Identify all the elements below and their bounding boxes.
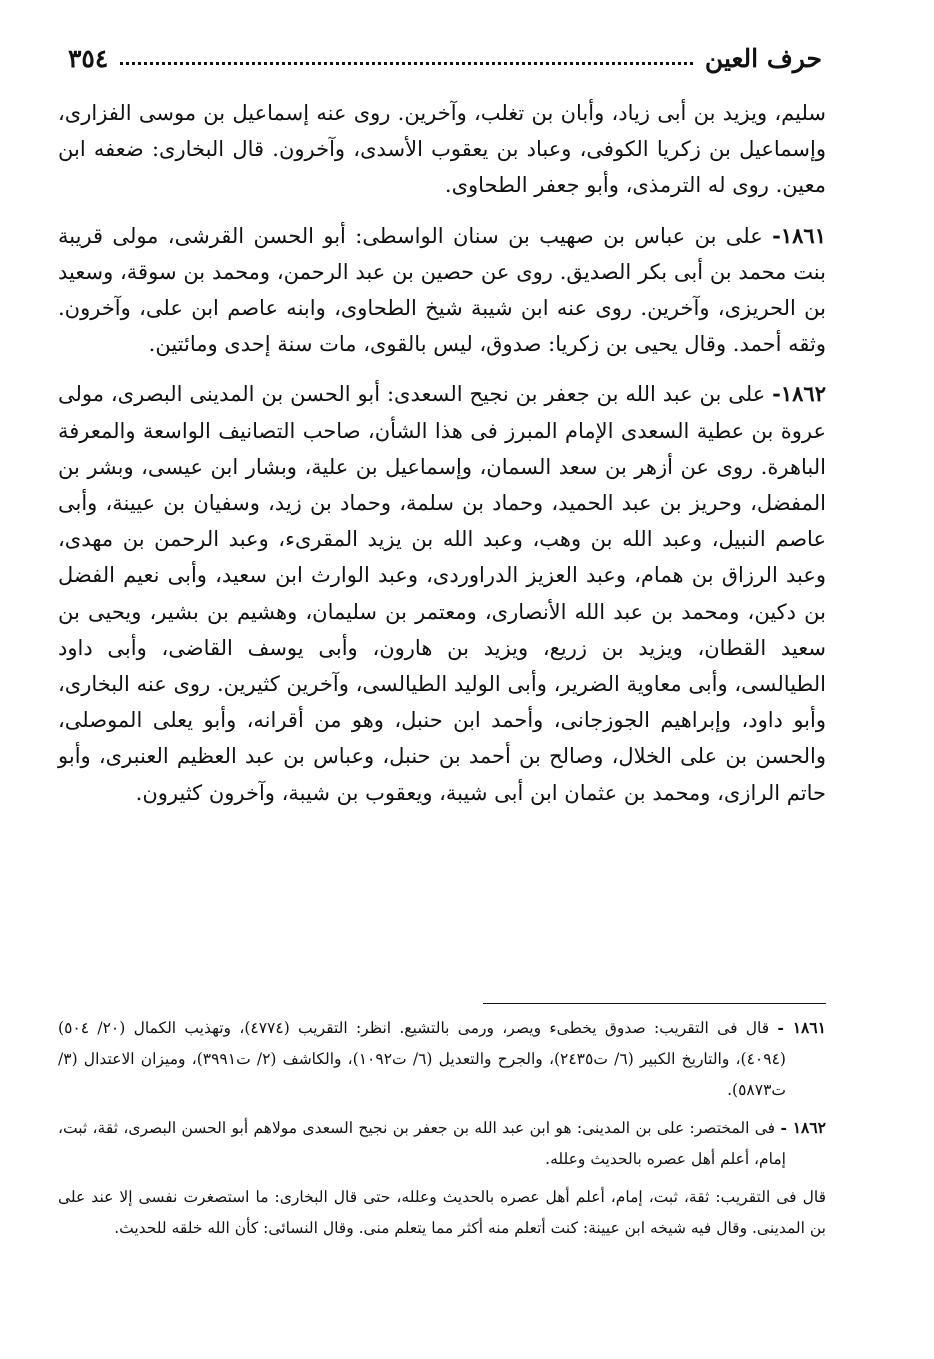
paragraph-text: سليم، ويزيد بن أبى زياد، وأبان بن تغلب، وآخرين. روى عنه إسماعيل بن موسى الفزارى، وإسماعيل بن زكريا الكوفى، وعباد بن يعقوب الأسدى، وآخرون. قال البخارى: ضعفه ابن معين. روى له الترمذى، وأبو جعفر الطحاوى. [58, 101, 826, 198]
chapter-title: حرف العين [704, 43, 822, 73]
entry-1862 [58, 376, 826, 810]
footnotes [58, 1012, 826, 1250]
footnote-number: ١٨٦٢ - [780, 1118, 826, 1137]
footnote-1862 [58, 1112, 826, 1175]
footnote-1861 [58, 1012, 826, 1106]
page-number: ٣٥٤ [68, 43, 109, 73]
footnote-number: ١٨٦١ - [777, 1018, 826, 1037]
footnote-text: فى المختصر: على بن المدينى: هو ابن عبد الله بن جعفر بن نجيح السعدى مولاهم أبو الحسن البصرى، ثقة، ثبت، إمام، أعلم أهل عصره بالحديث وعلله. [58, 1119, 786, 1168]
entry-number: ١٨٦٢- [772, 381, 826, 407]
entry-1861 [58, 218, 826, 363]
footnote-text: قال فى التقريب: صدوق يخطىء ويصر، ورمى بالتشيع. انظر: التقريب (٤٧٧٤)، وتهذيب الكمال (٢٠/ ٥٠٤) (٤٠٩٤)، والتاريخ الكبير (٦/ ت٢٤٣٥)، والجرح والتعديل (٦/ ت١٠٩٢)، والكاشف (٢/ ت٣٩٩١)، وميزان الاعتدال (٣/ ت٥٨٧٣). [58, 1019, 786, 1099]
header-dot-leader [120, 62, 693, 65]
running-header [58, 38, 826, 78]
main-text [58, 95, 826, 825]
paragraph-continuation [58, 95, 826, 204]
book-page [58, 0, 826, 1359]
footnote-1862-continuation [58, 1181, 826, 1244]
footnote-text: قال فى التقريب: ثقة، ثبت، إمام، أعلم أهل عصره بالحديث وعلله، حتى قال البخارى: ما استصغرت نفسى إلا عند على بن المدينى. وقال فيه شيخه ابن عيينة: كنت أتعلم منه أكثر مما يتعلم منى. وقال النسائى: كأن الله خلقه للحديث. [58, 1188, 826, 1237]
paragraph-text: على بن عباس بن صهيب بن سنان الواسطى: أبو الحسن القرشى، مولى قريبة بنت محمد بن أبى بكر الصديق. روى عن حصين بن عبد الرحمن، ومحمد بن سوقة، وسعيد بن الحريزى، وآخرين. روى عنه ابن شيبة شيخ الطحاوى، وابنه عاصم ابن على، وآخرون. وثقه أحمد. وقال يحيى بن زكريا: صدوق، ليس بالقوى، مات سنة إحدى ومائتين. [58, 223, 826, 357]
paragraph-text: على بن عبد الله بن جعفر بن نجيح السعدى: أبو الحسن بن المدينى البصرى، مولى عروة بن عطية السعدى الإمام المبرز فى هذا الشأن، صاحب التصانيف الواسعة والمعرفة الباهرة. روى عن أزهر بن سعد السمان، وإسماعيل بن علية، وبشار ابن عيسى، وبشر بن المفضل، وحريز بن عبد الحميد، وحماد بن سلمة، وحماد بن زيد، وسفيان بن عيينة، وأبى عاصم النبيل، وعبد الله بن وهب، وعبد الله بن يزيد المقرىء، وعبد الرحمن بن مهدى، وعبد الرزاق بن همام، وعبد العزيز الدراوردى، وعبد الوارث ابن سعيد، وأبى نعيم الفضل بن دكين، ومحمد بن عبد الله الأنصارى، ومعتمر بن سليمان، وهشيم بن بشير، ويحيى بن سعيد القطان، ويزيد بن زريع، ويزيد بن هارون، وأبى يوسف القاضى، وأبى داود الطيالسى، وأبى معاوية الضرير، وأبى الوليد الطيالسى، وآخرين كثيرين. روى عنه البخارى، وأبو داود، وإبراهيم الجوزجانى، وأحمد ابن حنبل، وهو من أقرانه، وأبو يعلى الموصلى، والحسن بن على الخلال، وصالح بن أحمد بن حنبل، وعباس بن عبد العظيم العنبرى، وأبو حاتم الرازى، ومحمد بن عثمان ابن أبى شيبة، ويعقوب بن شيبة، وآخرون كثيرون. [58, 382, 826, 805]
footnote-separator [483, 1003, 826, 1004]
entry-number: ١٨٦١- [772, 222, 826, 248]
